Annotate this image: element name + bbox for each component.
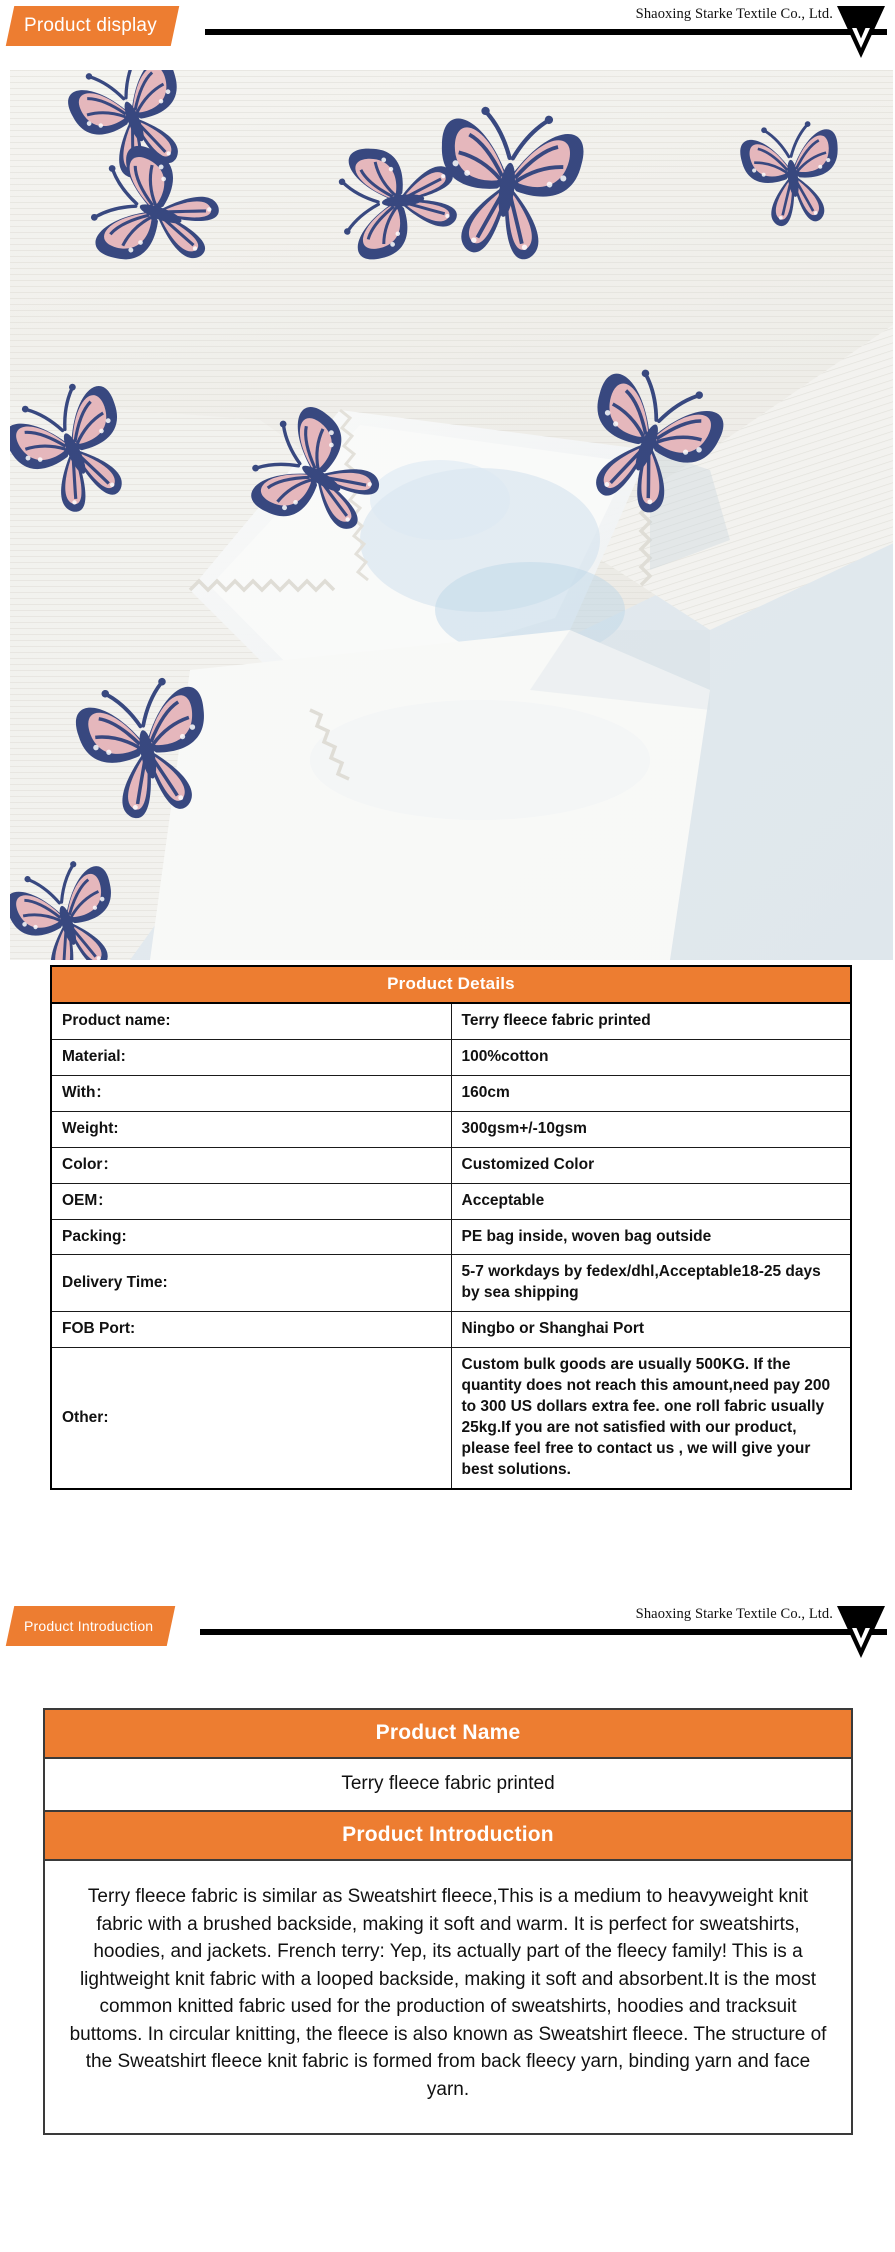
row-value: Customized Color: [451, 1147, 851, 1183]
row-key: Color：: [51, 1147, 451, 1183]
table-row: [51, 1219, 851, 1255]
banner-rule-line: [205, 29, 887, 35]
table-row: [51, 1075, 851, 1111]
row-value: 5-7 workdays by fedex/dhl,Acceptable18-25 days by sea shipping: [451, 1255, 851, 1312]
intro-name-header-row: [44, 1709, 852, 1758]
company-name-display: Shaoxing Starke Textile Co., Ltd.: [635, 6, 833, 22]
row-key: Weight:: [51, 1111, 451, 1147]
row-value: PE bag inside, woven bag outside: [451, 1219, 851, 1255]
row-value: Terry fleece fabric printed: [451, 1003, 851, 1039]
table-row: [51, 1003, 851, 1039]
row-key: OEM：: [51, 1183, 451, 1219]
product-details-header: Product Details: [51, 966, 851, 1003]
table-row: [51, 1111, 851, 1147]
table-row: [51, 1039, 851, 1075]
row-value: 160cm: [451, 1075, 851, 1111]
product-introduction-table: [43, 1708, 853, 2135]
row-key: Delivery Time:: [51, 1255, 451, 1312]
table-row: [51, 1348, 851, 1489]
product-photo: [10, 70, 893, 960]
company-triangle-logo-icon: [835, 1602, 887, 1660]
intro-header-row: [44, 1811, 852, 1860]
row-value: Acceptable: [451, 1183, 851, 1219]
product-details-table: [50, 965, 852, 1490]
table-row: [51, 1255, 851, 1312]
product-introduction-header: Product Introduction: [44, 1811, 852, 1860]
table-row: [51, 1147, 851, 1183]
row-value: 100%cotton: [451, 1039, 851, 1075]
product-display-tag: [6, 6, 179, 46]
row-key: Other:: [51, 1348, 451, 1489]
product-name-header: Product Name: [44, 1709, 852, 1758]
product-name-value: Terry fleece fabric printed: [44, 1758, 852, 1811]
row-value: 300gsm+/-10gsm: [451, 1111, 851, 1147]
product-display-tag-label: Product display: [24, 15, 157, 36]
table-row: [51, 1312, 851, 1348]
company-name-intro: Shaoxing Starke Textile Co., Ltd.: [635, 1606, 833, 1622]
table-header-row: [51, 966, 851, 1003]
product-display-banner: [0, 0, 895, 62]
product-introduction-tag: [6, 1606, 176, 1646]
product-introduction-banner: [0, 1600, 895, 1662]
row-value: Ningbo or Shanghai Port: [451, 1312, 851, 1348]
product-introduction-tag-label: Product Introduction: [24, 1618, 154, 1634]
intro-body-row: [44, 1860, 852, 2134]
product-introduction-table-container: [43, 1708, 853, 2135]
row-key: Material:: [51, 1039, 451, 1075]
table-row: [51, 1183, 851, 1219]
row-key: FOB Port:: [51, 1312, 451, 1348]
product-photo-illustration: [10, 70, 893, 960]
banner-rule-line: [200, 1629, 887, 1635]
row-key: Packing:: [51, 1219, 451, 1255]
row-key: With：: [51, 1075, 451, 1111]
intro-name-value-row: [44, 1758, 852, 1811]
company-triangle-logo-icon: [835, 2, 887, 60]
row-key: Product name:: [51, 1003, 451, 1039]
row-value: Custom bulk goods are usually 500KG. If the quantity does not reach this amount,need pay 200 to 300 US dollars extra fee. one roll fabric usually 25kg.If you are not satisfied with our product, please feel free to contact us , we will give your best solutions.: [451, 1348, 851, 1489]
product-introduction-body: Terry fleece fabric is similar as Sweatshirt fleece,This is a medium to heavyweight knit fabric with a brushed backside, making it soft and warm. It is perfect for sweatshirts, hoodies, and jackets. French terry: Yep, its actually part of the fleecy family! This is a lightweight knit fabric with a looped backside, making it soft and absorbent.It is the most common knitted fabric used for the production of sweatshirts, hoodies and tracksuit buttoms. In circular knitting, the fleece is also known as Sweatshirt fleece. The structure of the Sweatshirt fleece knit fabric is formed from back fleecy yarn, binding yarn and face yarn.: [44, 1860, 852, 2134]
product-details-table-container: [50, 965, 852, 1490]
product-details-body: [51, 1003, 851, 1489]
